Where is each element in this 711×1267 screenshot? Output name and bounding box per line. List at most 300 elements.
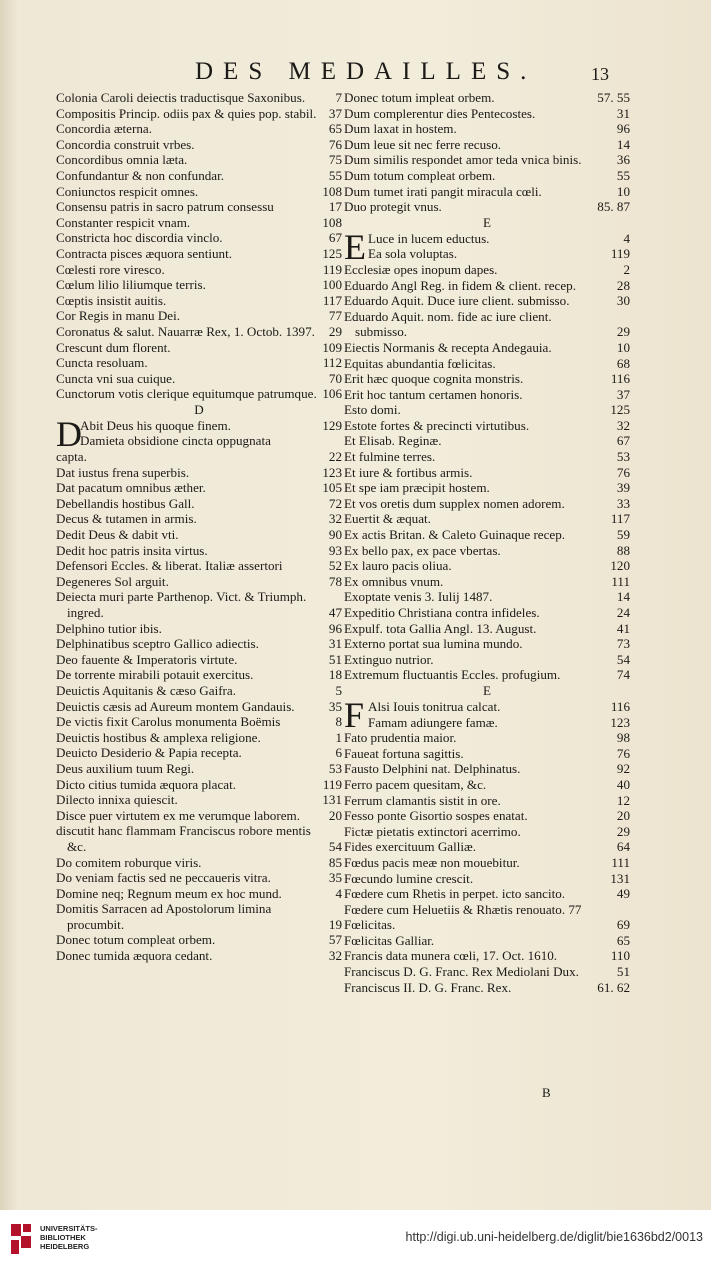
index-entry (56, 621, 342, 637)
entry-page-ref: 24 (616, 605, 630, 620)
university-library-logo-icon (8, 1222, 34, 1256)
entry-motto: Deuictis cæsis ad Aureum montem Gandauis. (56, 698, 295, 714)
entry-page-ref: 109 (322, 339, 342, 355)
index-entry (56, 496, 342, 512)
index-entry (56, 699, 342, 715)
index-entry (344, 933, 630, 949)
entry-page-ref: 28 (616, 277, 630, 293)
index-entry (56, 574, 342, 590)
entry-motto: Et fulmine terres. (344, 449, 436, 465)
entry-motto: Estote fortes & precincti virtutibus. (344, 417, 530, 433)
entry-page-ref: 108 (322, 183, 342, 199)
entry-page-ref: 119 (610, 246, 630, 262)
entry-page-ref: 77 (328, 308, 342, 324)
entry-page-ref: 67 (328, 230, 342, 246)
entry-motto: Et spe iam præcipit hostem. (344, 480, 490, 496)
index-entry (56, 901, 342, 932)
entry-page-ref: 31 (328, 636, 342, 652)
index-entry (56, 886, 342, 902)
entry-page-ref: 78 (328, 573, 342, 589)
index-entry (344, 855, 630, 871)
entry-page-ref: 1 (335, 729, 342, 745)
entry-motto: Ea sola voluptas. (368, 246, 458, 262)
library-name-line: BIBLIOTHEK (40, 1233, 86, 1242)
entry-motto: Fides exercituum Galliæ. (344, 839, 477, 855)
entry-motto: Dicto citius tumida æquora placat. (56, 776, 236, 792)
index-entry (344, 574, 630, 590)
entry-page-ref: 120 (610, 558, 630, 574)
entry-page-ref: 65 (616, 932, 630, 948)
entry-page-ref: 47 (328, 605, 342, 620)
index-entry (344, 293, 630, 309)
entry-motto: Coniunctos respicit omnes. (56, 183, 199, 199)
entry-motto: Cœptis insistit auitis. (56, 292, 167, 308)
entry-motto: Deuicto Desiderio & Papia recepta. (56, 745, 242, 761)
index-entry (344, 871, 630, 887)
page-number: 13 (591, 64, 609, 84)
index-entry (344, 746, 630, 762)
entry-motto-continued: capta. (56, 449, 87, 465)
index-entry (56, 246, 342, 262)
entry-motto: Extinguo nutrior. (344, 651, 434, 667)
index-entry (344, 948, 630, 964)
entry-page-ref: 55 (616, 167, 630, 183)
index-entry (56, 745, 342, 761)
page-header (0, 58, 711, 88)
index-entry (344, 340, 630, 356)
drop-cap: D (56, 413, 82, 454)
index-entry (56, 106, 342, 122)
entry-page-ref: 52 (328, 558, 342, 574)
entry-motto: Delphino tutior ibis. (56, 620, 162, 636)
entry-page-ref: 54 (328, 838, 342, 854)
entry-motto: Fœlicitas Galliar. (344, 932, 435, 948)
entry-page-ref: 96 (328, 620, 342, 636)
entry-page-ref: 8 (335, 714, 342, 730)
drop-cap: F (344, 694, 365, 735)
entry-page-ref: 14 (616, 589, 630, 605)
index-entry (56, 184, 342, 200)
entry-page-ref: 33 (616, 495, 630, 511)
entry-motto: Ferro pacem quesitam, &c. (344, 776, 487, 792)
entry-page-ref: 17 (328, 199, 342, 215)
index-entry (56, 340, 342, 356)
entry-page-ref: 7 (335, 90, 342, 105)
index-entry (344, 152, 630, 168)
library-name-line: HEIDELBERG (40, 1242, 90, 1251)
entry-page-ref: 53 (616, 449, 630, 465)
entry-page-ref: 40 (616, 776, 630, 792)
index-entry (344, 480, 630, 496)
entry-page-ref: 64 (616, 839, 630, 855)
entry-motto: Duo protegit vnus. (344, 199, 442, 215)
entry-page-ref: 10 (616, 183, 630, 199)
entry-page-ref: 131 (322, 792, 342, 808)
entry-motto: Eduardo Angl Reg. in fidem & client. recep. (344, 277, 576, 293)
index-entry (56, 293, 342, 309)
initial-entry-block (344, 694, 630, 735)
entry-page-ref: 35 (328, 698, 342, 714)
entry-motto: Donec tumida æquora cedant. (56, 948, 213, 964)
entry-motto: Dedit hoc patris insita virtus. (56, 542, 208, 558)
index-entry (344, 589, 630, 605)
right-column (344, 90, 630, 995)
entry-motto: Expeditio Christiana contra infideles. (344, 605, 540, 620)
index-entry (56, 152, 342, 168)
entry-page-ref: 68 (616, 355, 630, 371)
entry-motto: Deus auxilium tuum Regi. (56, 760, 195, 776)
running-title: DES MEDAILLES. (195, 58, 537, 85)
index-entry (56, 308, 342, 324)
entry-motto: Deuictis Aquitanis & cæso Gaifra. (56, 682, 237, 698)
entry-motto: Disce puer virtutem ex me verumque laborem. (56, 807, 300, 823)
library-name-line: UNIVERSITÄTS- (40, 1224, 98, 1233)
library-name (40, 1224, 98, 1251)
entry-motto: Defensori Eccles. & liberat. Italiæ assertori (56, 558, 283, 574)
index-entry (56, 121, 342, 137)
entry-motto: Fœcundo lumine crescit. (344, 870, 474, 886)
entry-motto: Ex actis Britan. & Caleto Guinaque recep. (344, 527, 566, 543)
entry-page-ref: 29 (616, 823, 630, 839)
catchword: B (542, 1085, 551, 1100)
entry-motto: Cor Regis in manu Dei. (56, 308, 181, 324)
source-url-link[interactable]: http://digi.ub.uni-heidelberg.de/diglit/bie1636bd2/0013 (405, 1230, 703, 1244)
entry-page-ref: 117 (610, 511, 630, 527)
entry-motto: Alsi Iouis tonitrua calcat. (368, 698, 501, 714)
entry-page-ref: 100 (322, 277, 342, 293)
entry-motto: Debellandis hostibus Gall. (56, 495, 195, 511)
index-entry (344, 465, 630, 481)
entry-page-ref: 39 (616, 480, 630, 496)
entry-motto: Fato prudentia maior. (344, 730, 457, 746)
entry-page-ref: 4 (623, 230, 630, 246)
entry-page-ref: 4 (335, 885, 342, 901)
entry-motto: Francis data munera cœli, 17. Oct. 1610. (344, 948, 558, 964)
index-entry (56, 371, 342, 387)
entry-page-ref: 96 (616, 121, 630, 137)
entry-page-ref: 73 (616, 636, 630, 652)
entry-motto: Dum leue sit nec ferre recuso. (344, 136, 502, 152)
entry-motto: Consensu patris in sacro patrum consessu (56, 199, 274, 215)
entry-page-ref: 69 (616, 917, 630, 933)
entry-motto: Faueat fortuna sagittis. (344, 745, 464, 761)
index-entry (344, 106, 630, 122)
index-entry (56, 137, 342, 153)
entry-motto: Dat pacatum omnibus æther. (56, 480, 206, 496)
entry-page-ref: 36 (616, 152, 630, 168)
entry-page-ref: 110 (610, 948, 630, 964)
index-entry (56, 277, 342, 293)
index-entry (56, 714, 342, 730)
entry-motto: Franciscus II. D. G. Franc. Rex. (344, 979, 512, 995)
entry-page-ref: 20 (616, 808, 630, 824)
entry-page-ref: 20 (328, 807, 342, 823)
entry-page-ref: 106 (322, 386, 342, 402)
entry-page-ref: 30 (616, 293, 630, 309)
entry-page-ref: 55 (328, 167, 342, 183)
entry-motto: Delphinatibus sceptro Gallico adiectis. (56, 636, 259, 652)
index-entry (56, 480, 342, 496)
entry-page-ref: 32 (616, 417, 630, 433)
entry-motto: Domitis Sarracen ad Apostolorum limina procumbit. (56, 901, 272, 932)
entry-motto: Externo portat sua lumina mundo. (344, 636, 523, 652)
index-entry (56, 558, 342, 574)
index-entry (56, 792, 342, 808)
entry-motto: Equitas abundantia fœlicitas. (344, 355, 496, 371)
entry-motto: Dum laxat in hostem. (344, 121, 457, 137)
index-entry (344, 184, 630, 200)
index-entry (344, 90, 630, 106)
entry-page-ref: 116 (610, 698, 630, 714)
entry-page-ref: 53 (328, 760, 342, 776)
entry-motto: Deo fauente & Imperatoris virtute. (56, 651, 238, 667)
entry-motto: discutit hanc flammam Franciscus robore mentis &c. (56, 823, 311, 854)
entry-page-ref: 123 (322, 464, 342, 480)
entry-motto: Dum tumet irati pangit miracula cœli. (344, 183, 542, 199)
entry-page-ref: 19 (328, 916, 342, 932)
index-entry (56, 386, 342, 402)
entry-page-ref: 6 (335, 745, 342, 761)
index-entry (344, 121, 630, 137)
index-entry (344, 808, 630, 824)
entry-motto: Crescunt dum florent. (56, 339, 171, 355)
entry-page-ref: 76 (616, 745, 630, 761)
entry-page-ref: 12 (616, 792, 630, 808)
index-entry (344, 667, 630, 683)
entry-motto: Esto domi. (344, 402, 401, 418)
index-entry (56, 636, 342, 652)
entry-page-ref: 88 (616, 542, 630, 558)
entry-page-ref: 65 (328, 121, 342, 137)
index-entry (56, 527, 342, 543)
index-entry (344, 278, 630, 294)
entry-page-ref: 125 (322, 245, 342, 261)
index-entry (344, 917, 630, 933)
index-entry (344, 387, 630, 403)
entry-page-ref: 74 (616, 667, 630, 683)
index-entry (344, 636, 630, 652)
entry-motto: Cuncta vni sua cuique. (56, 370, 176, 386)
entry-motto: Ecclesiæ opes inopum dapes. (344, 261, 498, 277)
index-entry (344, 621, 630, 637)
entry-page-ref: 112 (322, 355, 342, 371)
entry-page-ref: 67 (616, 433, 630, 449)
entry-motto: Fœdus pacis meæ non mouebitur. (344, 854, 520, 870)
index-entry (56, 543, 342, 559)
entry-motto: Colonia Caroli deiectis traductisque Saxonibus. (56, 90, 306, 105)
index-entry (344, 418, 630, 434)
entry-motto: Cuncta resoluam. (56, 355, 148, 371)
entry-motto: Erit hoc tantum certamen honoris. (344, 386, 523, 402)
entry-motto: Famam adiungere famæ. (368, 714, 498, 730)
index-entry (56, 589, 342, 620)
index-entry (344, 605, 630, 621)
entry-motto: Abit Deus his quoque finem. (80, 417, 231, 433)
index-entry (56, 262, 342, 278)
entry-motto: Ex lauro pacis oliua. (344, 558, 452, 574)
initial-entry-block (56, 413, 342, 465)
entry-page-ref: 35 (328, 870, 342, 886)
entry-page-ref: 75 (328, 152, 342, 168)
entry-page-ref: 18 (328, 667, 342, 683)
entry-page-ref: 76 (328, 136, 342, 152)
entry-motto: Contracta pisces æquora sentiunt. (56, 245, 232, 261)
entry-motto: Donec totum compleat orbem. (56, 932, 216, 948)
entry-motto: Ferrum clamantis sistit in ore. (344, 792, 501, 808)
index-entry (344, 793, 630, 809)
entry-page-ref: 57 (328, 932, 342, 948)
index-entry (56, 168, 342, 184)
entry-page-ref: 57. 55 (597, 90, 630, 105)
section-letter-heading: D (194, 401, 204, 417)
index-entry (56, 823, 342, 854)
entry-page-ref: 37 (328, 105, 342, 121)
entry-page-ref: 92 (616, 761, 630, 777)
index-entry (344, 777, 630, 793)
entry-motto: Damieta obsidione cincta oppugnata (80, 433, 271, 449)
entry-page-ref: 116 (610, 371, 630, 387)
entry-page-ref: 51 (616, 964, 630, 980)
entry-motto: Eiectis Normanis & recepta Andegauia. (344, 339, 552, 355)
entry-page-ref: 111 (611, 854, 630, 870)
entry-motto: Franciscus D. G. Franc. Rex Mediolani Dux. (344, 964, 579, 980)
entry-motto: Decus & tutamen in armis. (56, 511, 197, 527)
index-entry (344, 356, 630, 372)
entry-motto: Deuictis hostibus & amplexa religione. (56, 729, 261, 745)
entry-motto: Ex omnibus vnum. (344, 573, 444, 589)
section-letter-heading: E (483, 682, 491, 698)
entry-page-ref: 29 (616, 324, 630, 340)
entry-motto: Expulf. tota Gallia Angl. 13. August. (344, 620, 537, 636)
entry-page-ref: 49 (616, 886, 630, 902)
entry-page-ref: 51 (328, 651, 342, 667)
index-entry (344, 839, 630, 855)
entry-motto: Erit hæc quoque cognita monstris. (344, 371, 524, 387)
entry-motto: Cœlum lilio liliumque terris. (56, 277, 206, 293)
entry-page-ref: 119 (322, 776, 342, 792)
index-entry (56, 948, 342, 964)
entry-motto: Concordia construit vrbes. (56, 136, 195, 152)
entry-page-ref: 85. 87 (597, 199, 630, 215)
entry-motto: Coronatus & salut. Nauarræ Rex, 1. Octob. 1397. (56, 323, 315, 339)
entry-motto: Extremum fluctuantis Eccles. profugium. (344, 667, 561, 683)
entry-page-ref: 85 (328, 854, 342, 870)
index-entry (344, 761, 630, 777)
entry-page-ref: 2 (623, 261, 630, 277)
index-entry (344, 137, 630, 153)
entry-motto: Degeneres Sol arguit. (56, 573, 169, 589)
entry-motto: De victis fixit Carolus monumenta Boëmis (56, 714, 281, 730)
index-entry (344, 730, 630, 746)
entry-motto: Luce in lucem eductus. (368, 230, 490, 246)
index-entry (344, 449, 630, 465)
entry-motto: Exoptate venis 3. Iulij 1487. (344, 589, 493, 605)
entry-motto: Dat iustus frena superbis. (56, 464, 190, 480)
entry-motto: Et vos oretis dum supplex nomen adorem. (344, 495, 565, 511)
entry-motto: Ex bello pax, ex pace vbertas. (344, 542, 501, 558)
index-entry (344, 886, 630, 902)
entry-page-ref: 14 (616, 136, 630, 152)
index-entry (344, 433, 630, 449)
entry-motto: Fausto Delphini nat. Delphinatus. (344, 761, 521, 777)
index-entry (344, 964, 630, 980)
index-entry (344, 402, 630, 418)
index-entry (56, 761, 342, 777)
index-entry (344, 543, 630, 559)
index-entry (56, 652, 342, 668)
entry-page-ref: 129 (322, 417, 342, 433)
entry-motto: Donec totum impleat orbem. (344, 90, 495, 105)
index-entry (344, 980, 630, 996)
entry-page-ref: 61. 62 (597, 979, 630, 995)
index-entry (344, 199, 630, 215)
entry-page-ref: 119 (322, 261, 342, 277)
entry-page-ref: 108 (322, 214, 342, 230)
entry-motto: Cunctorum votis clerique equitumque patrumque. (56, 386, 317, 402)
entry-page-ref: 32 (328, 511, 342, 527)
index-entry (56, 90, 342, 106)
index-entry (344, 371, 630, 387)
entry-motto: Eduardo Aquit. Duce iure client. submisso. (344, 293, 570, 309)
index-entry (56, 230, 342, 246)
entry-motto: Fœlicitas. (344, 917, 396, 933)
entry-motto: Fictæ pietatis extinctori acerrimo. (344, 823, 521, 839)
entry-motto: Domine neq; Regnum meum ex hoc mund. (56, 885, 282, 901)
index-entry (56, 855, 342, 871)
entry-page-ref: 125 (610, 402, 630, 418)
index-entry (56, 870, 342, 886)
entry-page-ref: 5 (335, 682, 342, 698)
index-entry (344, 902, 630, 918)
entry-page-ref: 70 (328, 370, 342, 386)
entry-page-ref: 105 (322, 480, 342, 496)
index-entry (56, 465, 342, 481)
entry-motto: Dum complerentur dies Pentecostes. (344, 105, 536, 121)
index-entry (344, 168, 630, 184)
section-letter-heading: E (483, 214, 491, 230)
entry-motto: Deiecta muri parte Parthenop. Vict. & Triumph. ingred. (56, 589, 307, 620)
index-entry (344, 558, 630, 574)
entry-page-ref: 59 (616, 527, 630, 543)
entry-page-ref: 37 (616, 386, 630, 402)
entry-page-ref: 76 (616, 464, 630, 480)
entry-page-ref: 41 (616, 620, 630, 636)
initial-entry-block (344, 226, 630, 267)
index-entry (56, 511, 342, 527)
entry-page-ref: 22 (328, 449, 342, 465)
index-entry (56, 324, 342, 340)
entry-page-ref: 72 (328, 495, 342, 511)
entry-motto: Confundantur & non confundar. (56, 167, 225, 183)
entry-motto: Fœdere cum Heluetiis & Rhætis renouato. 77 (344, 901, 582, 917)
index-entry (344, 309, 630, 340)
entry-motto: Do veniam factis sed ne peccaueris vitra. (56, 870, 271, 886)
entry-page-ref: 90 (328, 527, 342, 543)
entry-motto: Cœlesti rore viresco. (56, 261, 165, 277)
index-entry (344, 262, 630, 278)
entry-motto: Dilecto innixa quiescit. (56, 792, 178, 808)
entry-page-ref: 117 (322, 292, 342, 308)
index-entry (56, 808, 342, 824)
entry-motto: Eduardo Aquit. nom. fide ac iure client. submisso. (344, 308, 552, 340)
entry-page-ref: 29 (328, 323, 342, 339)
index-entry (56, 355, 342, 371)
index-entry (344, 824, 630, 840)
entry-motto: Et iure & fortibus armis. (344, 464, 473, 480)
index-entry (56, 932, 342, 948)
entry-motto: De torrente mirabili potauit exercitus. (56, 667, 254, 683)
index-entry (56, 667, 342, 683)
